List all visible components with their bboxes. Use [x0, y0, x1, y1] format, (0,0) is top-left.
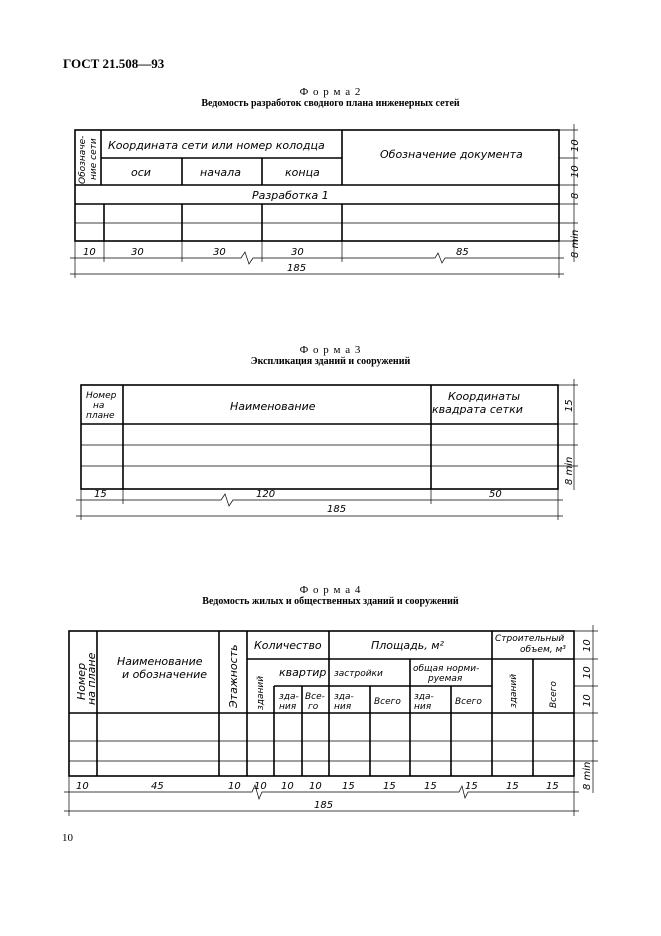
form4-width-9: 15 [424, 781, 437, 792]
form4-width-12: 15 [546, 781, 559, 792]
form4-right-dim-1: 10 [582, 639, 593, 652]
form3-total: 185 [327, 504, 347, 515]
form2-title: Ведомость разработок сводного плана инженерных сетей [201, 98, 460, 109]
form2-right-dim-2: 10 [570, 165, 581, 178]
form2-table [70, 124, 581, 278]
form4-sub-apt-building-1: зда- [279, 692, 299, 702]
form4-col-number-2: на плане [85, 652, 98, 705]
form4-total: 185 [314, 800, 334, 811]
form4-sub-total-a: Всего [374, 697, 401, 707]
form2-sub-start: начала [200, 166, 241, 179]
form2-sub-axis: оси [131, 166, 151, 179]
form4-number: Ф о р м а 4 [299, 584, 362, 596]
form2-sub-end: конца [285, 166, 320, 179]
form4-col-name-1: Наименование [117, 655, 203, 668]
form4-col-floors: Этажность [227, 644, 240, 708]
form2-dim-line [70, 252, 564, 264]
form4-frame [69, 631, 574, 776]
form2-right-dim-4: 8 min [570, 229, 581, 258]
form2-right-dim-1: 10 [570, 139, 581, 152]
form3-col-number-3: плане [86, 411, 115, 421]
form4-sub-build-b-1: зда- [414, 692, 434, 702]
form4-sub-vol-buildings: зданий [509, 673, 519, 708]
form3-width-1: 15 [94, 489, 107, 500]
form4-sub-build-a-1: зда- [334, 692, 354, 702]
form2-col-designation-2: ние сети [89, 138, 99, 180]
form4-width-6: 10 [309, 781, 322, 792]
form4-width-10: 15 [465, 781, 478, 792]
form4-col-number-1: Номер [75, 662, 88, 700]
form4-sub-apt-total-1: Все- [305, 692, 325, 702]
form3-table [76, 379, 578, 520]
form4-width-7: 15 [342, 781, 355, 792]
form3-width-2: 120 [256, 489, 276, 500]
form4-sub-apartments: квартир [279, 666, 327, 679]
form4-table [64, 625, 598, 816]
form4-right-dim-3: 10 [582, 694, 593, 707]
form3-col-name: Наименование [230, 400, 316, 413]
form3-right-dim-2: 8 min [564, 456, 575, 485]
form4-sub-normed-2: руемая [428, 674, 463, 684]
form4-sub-buildings: зданий [256, 675, 266, 710]
form2-width-2: 30 [131, 247, 144, 258]
form4-sub-build-a-2: ния [334, 702, 352, 712]
form3-col-coords-1: Координаты [448, 390, 521, 403]
form2-right-dim-3: 8 [570, 192, 581, 199]
form4-width-11: 15 [506, 781, 519, 792]
form4-sub-build-b-2: ния [414, 702, 432, 712]
form4-width-4: 10 [254, 781, 267, 792]
form3-title: Экспликация зданий и сооружений [250, 356, 411, 367]
document-code: ГОСТ 21.508—93 [63, 56, 165, 71]
form4-sub-apt-building-2: ния [279, 702, 297, 712]
form2-col-coordinate: Координата сети или номер колодца [108, 139, 325, 152]
form4-sub-vol-total: Всего [549, 681, 559, 708]
form4-width-2: 45 [151, 781, 164, 792]
form4-right-dim-4: 8 min [582, 761, 593, 790]
form2-width-4: 30 [291, 247, 304, 258]
form4-width-5: 10 [281, 781, 294, 792]
form4-sub-total-b: Всего [455, 697, 482, 707]
form4-col-volume-1: Строительный [495, 634, 565, 644]
form4-col-name-2: и обозначение [122, 668, 208, 681]
form2-width-3: 30 [213, 247, 226, 258]
form4-width-1: 10 [76, 781, 89, 792]
form2-col-designation-1: Обозначе- [78, 135, 88, 184]
page-number: 10 [62, 832, 73, 844]
form3-col-coords-2: квадрата сетки [432, 403, 523, 416]
form2-width-1: 10 [83, 247, 96, 258]
form3-number: Ф о р м а 3 [299, 344, 362, 356]
form3-col-number-1: Номер [86, 391, 117, 401]
form4-sub-built: застройки [334, 669, 383, 679]
form4-right-dim-2: 10 [582, 666, 593, 679]
form3-col-number-2: на [93, 401, 105, 411]
form2-total: 185 [287, 263, 307, 274]
form4-col-quantity: Количество [254, 639, 322, 652]
form2-number: Ф о р м а 2 [299, 86, 362, 98]
form4-col-volume-2: объем, м³ [520, 645, 566, 655]
form3-width-3: 50 [489, 489, 502, 500]
form4-col-area: Площадь, м² [371, 639, 444, 652]
form2-width-5: 85 [456, 247, 469, 258]
form4-sub-apt-total-2: го [308, 702, 319, 712]
form4-width-8: 15 [383, 781, 396, 792]
form2-section-label: Разработка 1 [252, 189, 329, 202]
form3-right-dim-1: 15 [564, 399, 575, 412]
form4-width-3: 10 [228, 781, 241, 792]
form2-col-document: Обозначение документа [380, 148, 523, 161]
form4-sub-normed-1: общая норми- [413, 664, 480, 674]
form4-title: Ведомость жилых и общественных зданий и сооружений [202, 596, 459, 607]
